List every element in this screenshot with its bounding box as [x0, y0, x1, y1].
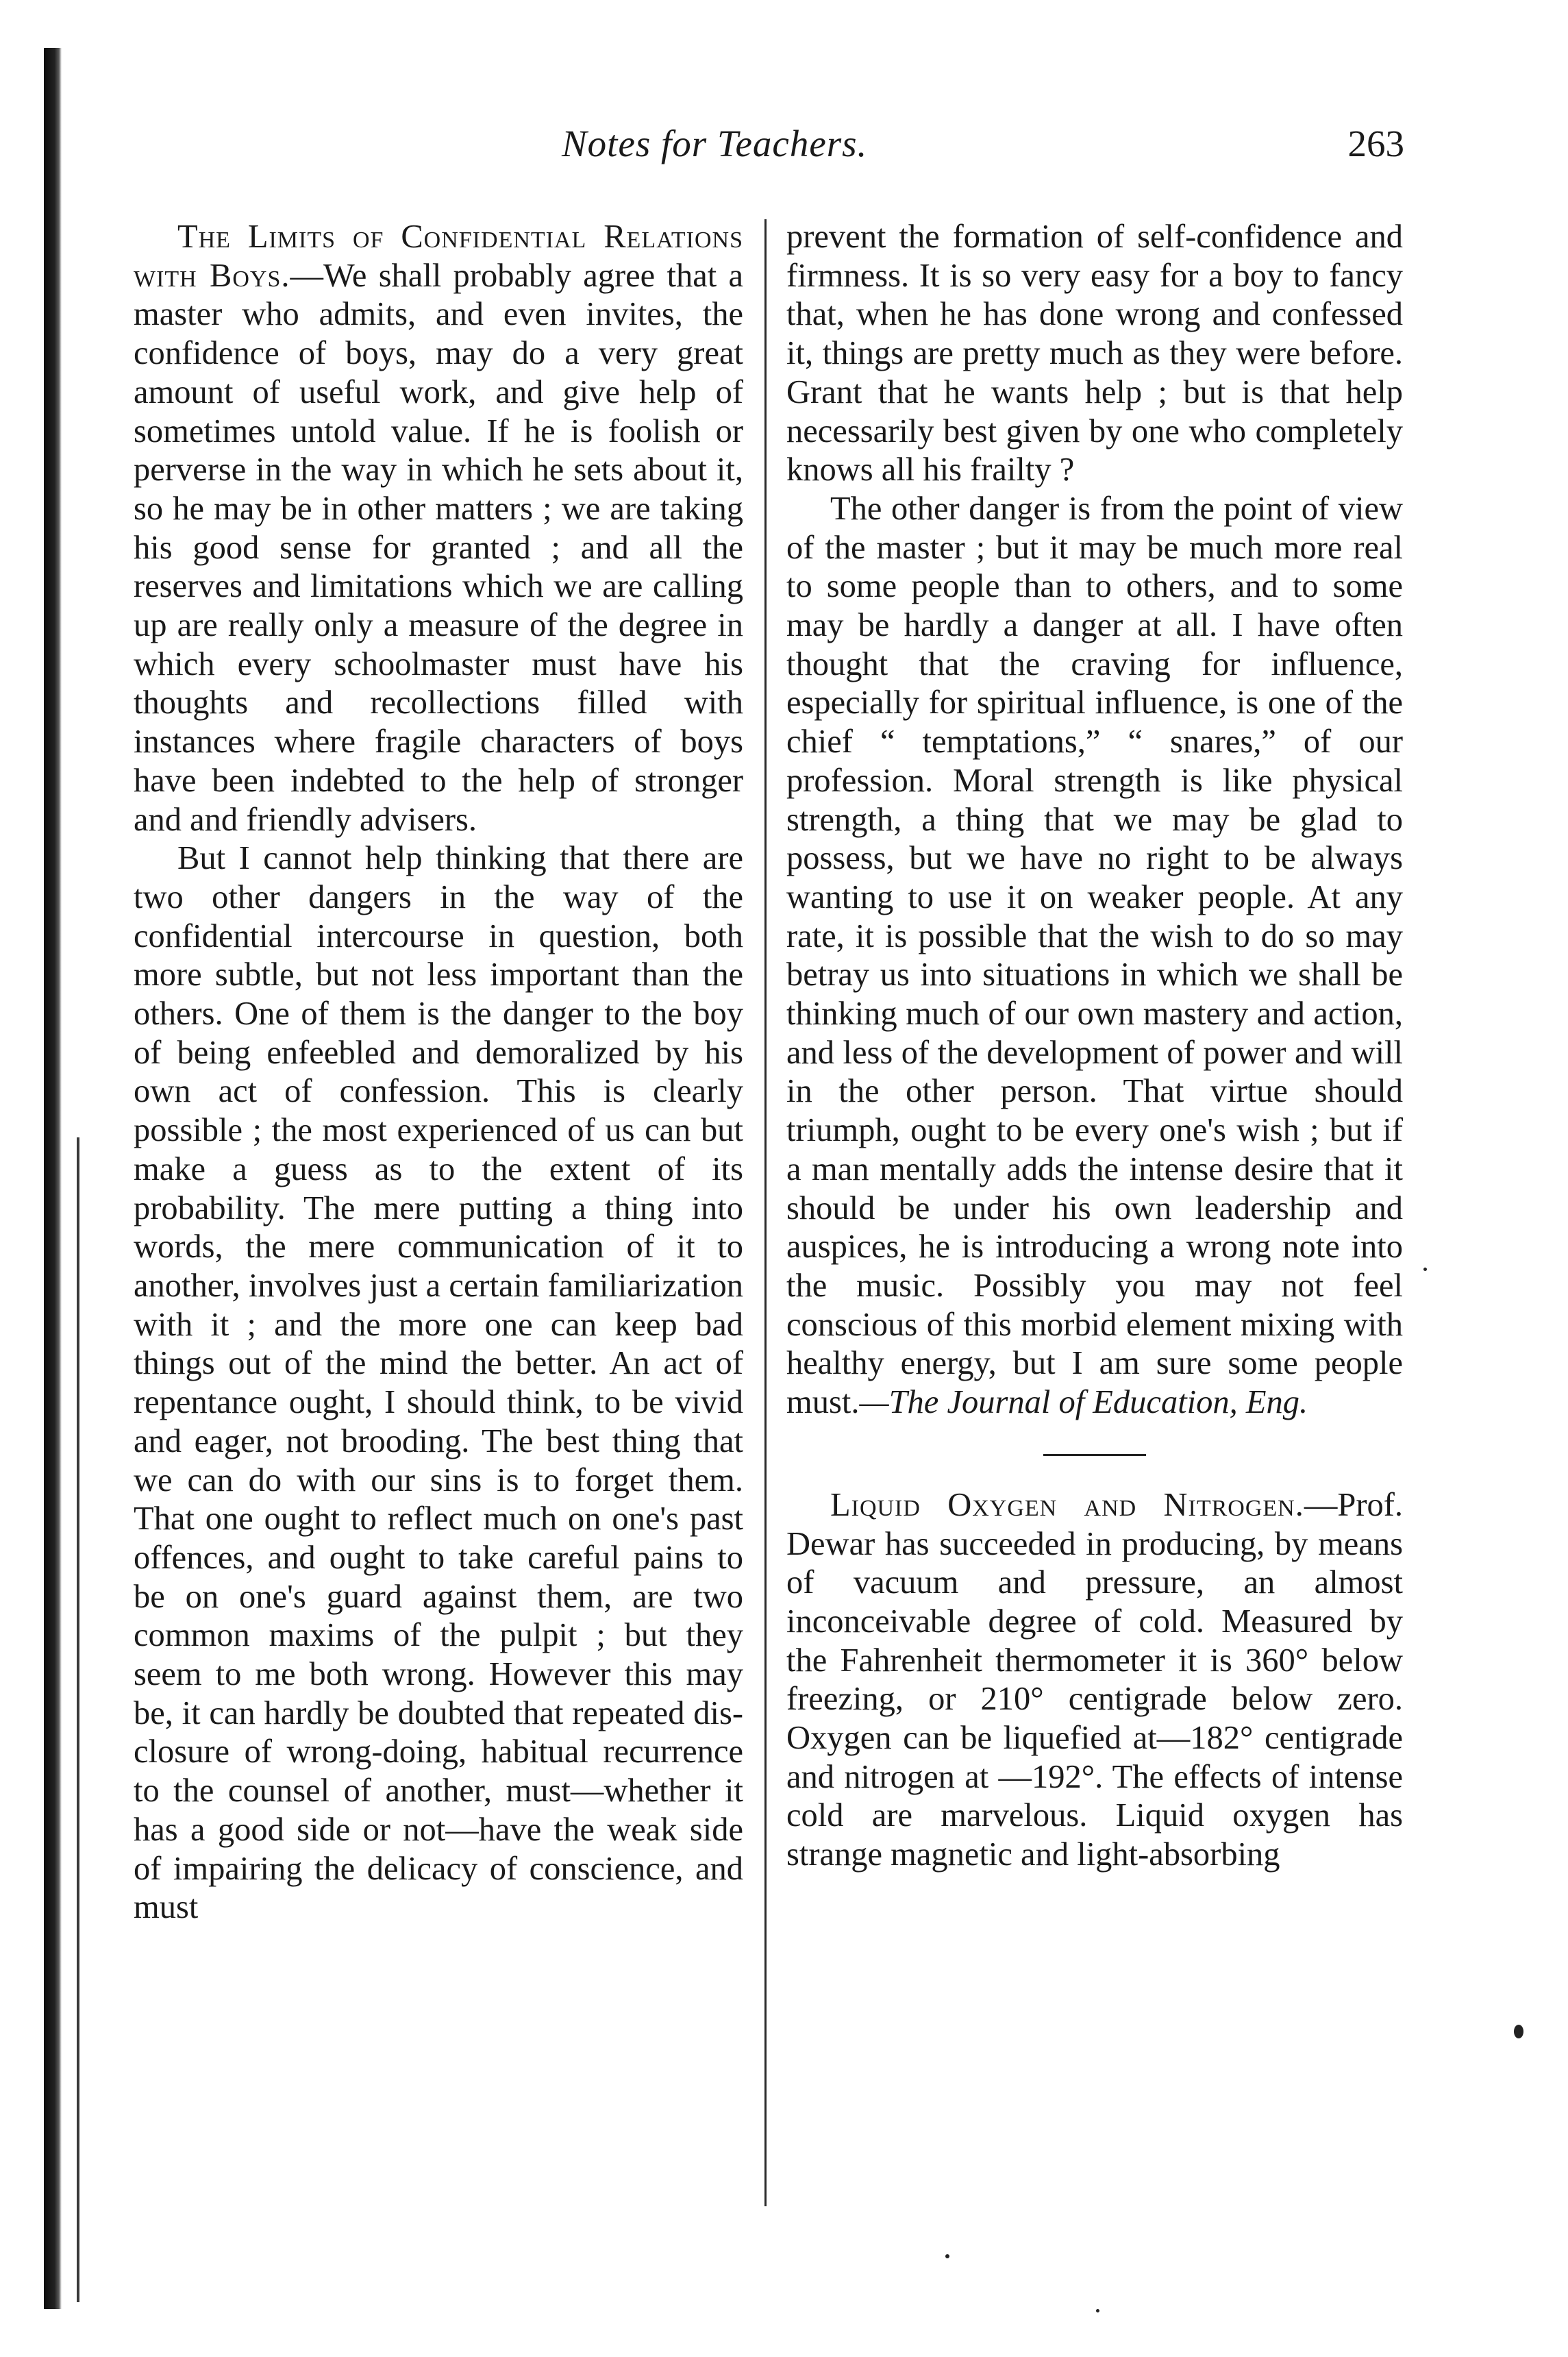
- section-divider: [1043, 1454, 1146, 1456]
- ink-speck: [1514, 2025, 1523, 2038]
- article-2-paragraph-1: [786, 1486, 1403, 1875]
- ink-speck: [945, 2254, 949, 2258]
- article-1-paragraph-2-continued: prevent the formation of self-confidence and firmness. It is so very easy for a boy to fancy that, when he has done wrong and confessed it, things are pretty much as they were before. Grant that he wants help ; but is that help necessarily best given by one who completely knows all his frailty ?: [786, 219, 1403, 489]
- running-title: Notes for Teachers.: [562, 123, 868, 164]
- article-1-paragraph-2: But I cannot help thinking that there are two other dangers in the way of the confidential intercourse in question, both more subtle, but not less important than the others. One of them is the danger to the boy of being enfeebled and demoralized by his own act of confession. This is clearly possible ; the most experienced of us can but make a guess as to the extent of its probability. The mere putting a thing into words, the mere communication of it to another, involves just a certain familiarization with it ; and the more one can keep bad things out of the mind the better. An act of repentance ought, I should think, to be vivid and eager, not brooding. The best thing that we can do with our sins is to forget them. That one ought to reflect much on one's past offences, and ought to take careful pains to be on one's guard against them, are two common maxims of the pulpit ; but they seem to me both wrong. However this may be, it can hardly be doubted that repeated disclosure of wrong-doing, habitual recurrence to the counsel of another, must—whether it has a good side or not—have the weak side of impairing the delicacy of conscience, and must: [134, 840, 743, 1926]
- article-1-paragraph-1-body: —We shall probably agree that a master who admits, and even invites, the confidence of boys, may do a very great amount of useful work, and give help of sometimes untold value. If he is foolish or perverse in the way in which he sets about it, so he may be in other matters ; we are taking his good sense for granted ; and all the reserves and limitations which we are calling up are really only a measure of the degree in which every schoolmaster must have his thoughts and recollections filled with instances where fragile characters of boys have been indebted to the help of stronger and and friendly advisers.: [134, 257, 743, 838]
- left-column: [134, 218, 743, 1927]
- article-1-paragraph-1: [134, 218, 743, 839]
- article-1-attribution: —The Journal of Education, Eng.: [859, 1384, 1308, 1421]
- article-2-title: Liquid Oxygen and Nitrogen.: [830, 1486, 1304, 1523]
- column-divider: [764, 219, 767, 2206]
- right-column: [786, 218, 1403, 1875]
- binding-edge: [77, 1137, 79, 2302]
- article-2-body: —Prof. Dewar has succeeded in producing, by means of vacuum and pressure, an almost inconceivable degree of cold. Measured by the Fahrenheit thermometer it is 360° below freezing, or 210° centigrade below zero. Oxygen can be liquefied at—182° centigrade and nitrogen at —192°. The effects of intense cold are marvelous. Liquid oxygen has strange magnetic and light-absorbing: [786, 1486, 1403, 1873]
- ink-speck: [1423, 1268, 1427, 1271]
- binding-shadow: [44, 48, 62, 2309]
- page-header: [562, 122, 1404, 184]
- page-number: 263: [1347, 123, 1404, 164]
- article-1-paragraph-3: [786, 490, 1403, 1422]
- article-1-title: The Limits of Confidential Relations with Boys.: [134, 219, 743, 294]
- article-1-paragraph-3-body: The other danger is from the point of view of the master ; but it may be much more real to some people than to others, and to some may be hardly a danger at all. I have often thought that the craving for influence, especially for spiritual influence, is one of the chief “ temptations,” “ snares,” of our profession. Moral strength is like physical strength, a thing that we may be glad to possess, but we have no right to be always wanting to use it on weaker people. At any rate, it is possible that the wish to do so may betray us into situations in which we shall be thinking much of our own mastery and action, and less of the development of power and will in the other person. That virtue should triumph, ought to be every one's wish ; but if a man mentally adds the intense desire that it should be under his own leadership and auspices, he is introducing a wrong note into the music. Possibly you may not feel conscious of this morbid element mixing with healthy energy, but I am sure some people must.: [786, 490, 1403, 1421]
- ink-speck: [1096, 2309, 1099, 2312]
